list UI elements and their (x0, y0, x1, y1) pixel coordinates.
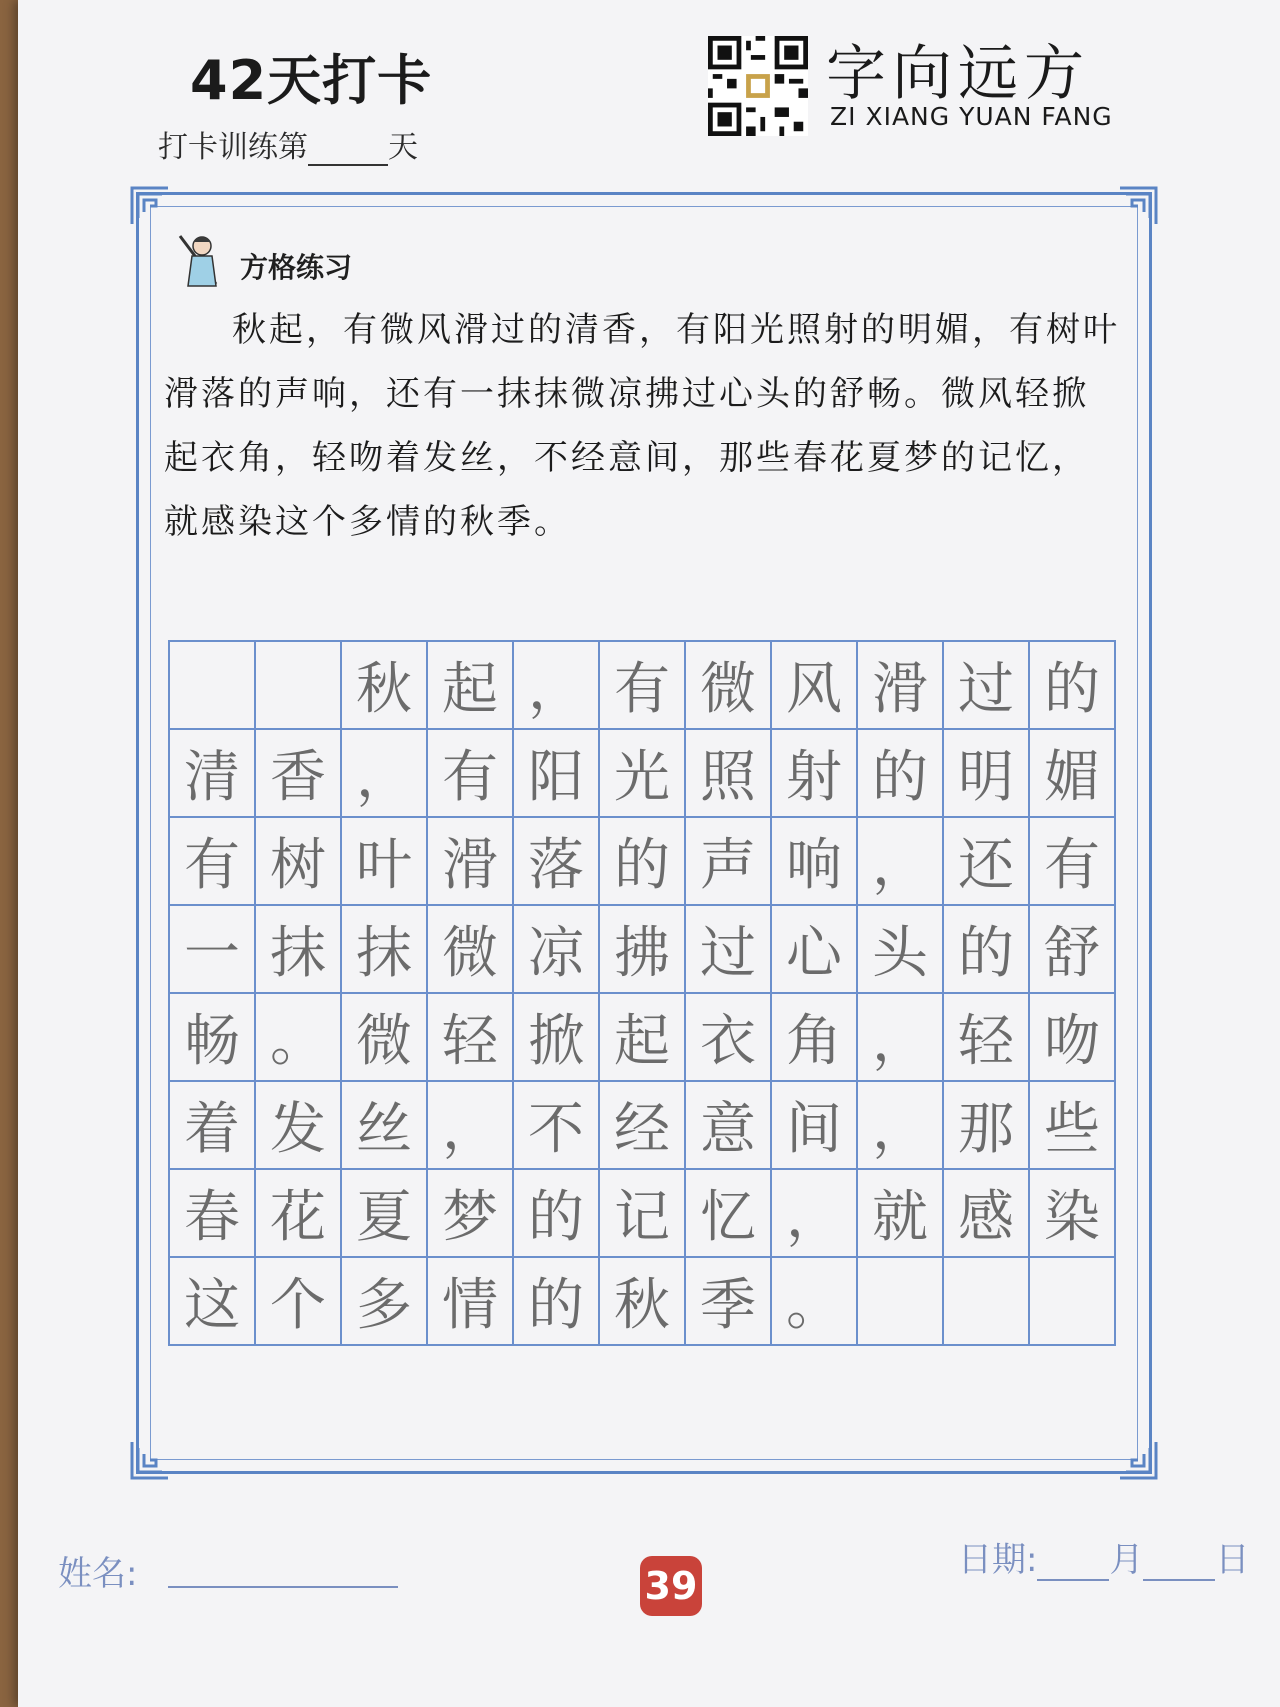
grid-cell[interactable]: 记 (600, 1170, 686, 1258)
grid-cell[interactable]: 吻 (1030, 994, 1116, 1082)
grid-cell[interactable]: 树 (256, 818, 342, 906)
grid-cell[interactable]: 的 (514, 1258, 600, 1346)
grid-cell[interactable]: 有 (428, 730, 514, 818)
grid-cell[interactable]: 丝 (342, 1082, 428, 1170)
grid-cell[interactable]: 一 (170, 906, 256, 994)
grid-cell[interactable]: 着 (170, 1082, 256, 1170)
grid-cell[interactable]: 微 (686, 642, 772, 730)
tianzige-practice-grid[interactable] (168, 640, 1116, 1346)
grid-cell[interactable]: 发 (256, 1082, 342, 1170)
grid-cell[interactable]: 响 (772, 818, 858, 906)
grid-cell[interactable]: 光 (600, 730, 686, 818)
grid-cell[interactable] (256, 642, 342, 730)
grid-cell[interactable]: 滑 (428, 818, 514, 906)
corner-ornament-icon (130, 1440, 170, 1480)
grid-cell[interactable]: 忆 (686, 1170, 772, 1258)
corner-ornament-icon (1118, 1440, 1158, 1480)
grid-cell[interactable]: 起 (428, 642, 514, 730)
grid-cell[interactable]: 微 (428, 906, 514, 994)
scholar-mascot-icon (176, 230, 226, 290)
day-label: 日 (1215, 1540, 1250, 1580)
grid-cell[interactable]: 的 (944, 906, 1030, 994)
grid-cell[interactable]: 染 (1030, 1170, 1116, 1258)
corner-ornament-icon (1118, 186, 1158, 226)
grid-cell[interactable]: 不 (514, 1082, 600, 1170)
grid-cell[interactable]: 心 (772, 906, 858, 994)
date-label: 日期: (958, 1540, 1038, 1580)
grid-cell[interactable]: 轻 (944, 994, 1030, 1082)
grid-cell[interactable] (170, 642, 256, 730)
name-field[interactable] (168, 1586, 398, 1588)
grid-cell[interactable]: 的 (514, 1170, 600, 1258)
grid-cell[interactable]: ， (514, 642, 600, 730)
grid-cell[interactable]: 的 (600, 818, 686, 906)
section-title: 方格练习 (240, 251, 353, 284)
grid-cell[interactable]: 经 (600, 1082, 686, 1170)
worksheet-page (18, 0, 1280, 1707)
grid-cell[interactable]: 还 (944, 818, 1030, 906)
grid-cell[interactable]: 夏 (342, 1170, 428, 1258)
grid-cell[interactable]: 掀 (514, 994, 600, 1082)
grid-cell[interactable]: 轻 (428, 994, 514, 1082)
page-number-badge: 39 (640, 1556, 702, 1616)
grid-cell[interactable]: 感 (944, 1170, 1030, 1258)
grid-cell[interactable]: ， (858, 1082, 944, 1170)
qr-code-icon (708, 36, 808, 136)
grid-cell[interactable]: 的 (858, 730, 944, 818)
day-blank[interactable] (1143, 1553, 1215, 1581)
grid-cell[interactable]: 多 (342, 1258, 428, 1346)
name-label: 姓名: (58, 1554, 138, 1594)
grid-cell[interactable]: 射 (772, 730, 858, 818)
page-title: 42天打卡 (190, 49, 433, 112)
grid-cell[interactable]: 抹 (342, 906, 428, 994)
month-blank[interactable] (1037, 1553, 1109, 1581)
grid-cell[interactable]: 过 (944, 642, 1030, 730)
grid-cell[interactable]: 个 (256, 1258, 342, 1346)
grid-cell[interactable]: 舒 (1030, 906, 1116, 994)
grid-cell[interactable]: 季 (686, 1258, 772, 1346)
brand-logo-pinyin: ZI XIANG YUAN FANG (830, 102, 1113, 131)
grid-cell[interactable]: 风 (772, 642, 858, 730)
grid-cell[interactable]: 那 (944, 1082, 1030, 1170)
grid-cell[interactable] (1030, 1258, 1116, 1346)
grid-cell[interactable]: 清 (170, 730, 256, 818)
grid-cell[interactable]: 头 (858, 906, 944, 994)
day-prefix: 打卡训练第 (158, 130, 308, 165)
grid-cell[interactable]: 情 (428, 1258, 514, 1346)
grid-cell[interactable]: 畅 (170, 994, 256, 1082)
corner-ornament-icon (130, 186, 170, 226)
grid-cell[interactable]: 媚 (1030, 730, 1116, 818)
grid-cell[interactable]: 有 (600, 642, 686, 730)
grid-cell[interactable]: 叶 (342, 818, 428, 906)
grid-cell[interactable]: 有 (170, 818, 256, 906)
grid-cell[interactable]: 声 (686, 818, 772, 906)
month-label: 月 (1109, 1540, 1144, 1580)
grid-cell[interactable]: 阳 (514, 730, 600, 818)
day-counter (158, 122, 418, 166)
grid-cell[interactable] (858, 1258, 944, 1346)
grid-cell[interactable]: ， (428, 1082, 514, 1170)
day-suffix: 天 (388, 130, 418, 165)
grid-cell[interactable]: 意 (686, 1082, 772, 1170)
day-blank (308, 138, 388, 166)
grid-cell[interactable]: 拂 (600, 906, 686, 994)
grid-cell[interactable]: 香 (256, 730, 342, 818)
grid-cell[interactable]: ， (342, 730, 428, 818)
grid-cell[interactable]: 的 (1030, 642, 1116, 730)
grid-cell[interactable]: 照 (686, 730, 772, 818)
grid-cell[interactable]: 凉 (514, 906, 600, 994)
grid-cell[interactable]: 角 (772, 994, 858, 1082)
grid-cell[interactable]: ， (858, 818, 944, 906)
grid-cell[interactable]: 梦 (428, 1170, 514, 1258)
grid-cell[interactable]: 。 (772, 1258, 858, 1346)
grid-cell[interactable]: 就 (858, 1170, 944, 1258)
grid-cell[interactable]: 衣 (686, 994, 772, 1082)
grid-cell[interactable] (944, 1258, 1030, 1346)
grid-cell[interactable]: 这 (170, 1258, 256, 1346)
grid-cell[interactable]: 抹 (256, 906, 342, 994)
grid-cell[interactable]: 。 (256, 994, 342, 1082)
grid-cell[interactable]: ， (772, 1170, 858, 1258)
date-field[interactable] (958, 1532, 1249, 1581)
grid-cell[interactable]: 起 (600, 994, 686, 1082)
grid-cell[interactable]: 春 (170, 1170, 256, 1258)
grid-cell[interactable]: 些 (1030, 1082, 1116, 1170)
grid-cell[interactable]: 微 (342, 994, 428, 1082)
model-passage: 秋起，有微风滑过的清香，有阳光照射的明媚，有树叶滑落的声响，还有一抹抹微凉拂过心头的舒畅。微风轻掀起衣角，轻吻着发丝，不经意间，那些春花夏梦的记忆，就感染这个多情的秋季。 (164, 310, 1120, 542)
grid-cell[interactable]: ， (858, 994, 944, 1082)
grid-cell[interactable]: 秋 (600, 1258, 686, 1346)
grid-cell[interactable]: 秋 (342, 642, 428, 730)
grid-cell[interactable]: 过 (686, 906, 772, 994)
grid-cell[interactable]: 花 (256, 1170, 342, 1258)
grid-cell[interactable]: 有 (1030, 818, 1116, 906)
grid-cell[interactable]: 滑 (858, 642, 944, 730)
grid-cell[interactable]: 落 (514, 818, 600, 906)
brand-logo-text: 字向远方 (826, 39, 1090, 109)
grid-cell[interactable]: 间 (772, 1082, 858, 1170)
grid-cell[interactable]: 明 (944, 730, 1030, 818)
